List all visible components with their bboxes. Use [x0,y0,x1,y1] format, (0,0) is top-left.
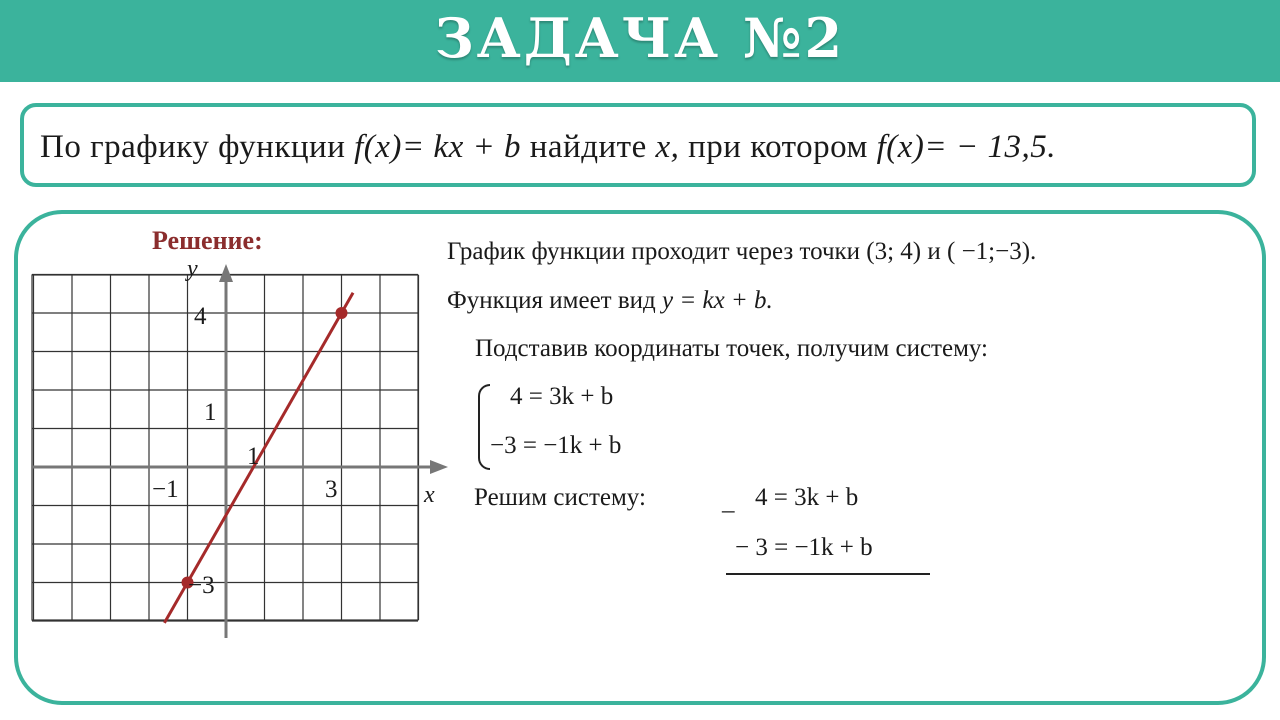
solution-line-3: Подставив координаты точек, получим систему: [475,335,989,362]
graph-point-3-4 [336,307,348,319]
tick-label-xm1: −1 [152,476,179,503]
subtraction-line [726,573,930,575]
solution-line-2 [447,287,773,315]
solution-line-1: График функции проходит через точки (3; 4) и ( −1;−3). [447,238,1037,265]
tick-label-x1: 1 [247,443,260,470]
system-equation-1: 4 = 3k + b [510,383,614,410]
tick-label-y4: 4 [194,303,207,330]
task-suffix: при котором [679,129,877,165]
solve-label: Решим систему: [474,484,646,511]
task-variable: x, [655,129,680,165]
tick-label-ym3: −3 [188,572,215,599]
solution-line-2-formula: y = kx + b. [662,287,773,314]
minus-sign: _ [722,488,735,515]
y-axis-label: y [187,256,198,282]
task-middle: найдите [520,129,656,165]
task-prefix: По графику функции [40,129,355,165]
x-axis-arrow [430,460,448,474]
solution-line-2-prefix: Функция имеет вид [447,287,663,314]
task-function-value: f(x)= − 13,5. [876,129,1056,165]
subtract-row-1: 4 = 3k + b [755,484,859,511]
tick-label-y1: 1 [204,399,217,426]
subtract-row-2: − 3 = −1k + b [735,534,873,561]
tick-label-x3: 3 [325,476,338,503]
system-brace [478,384,490,470]
y-axis-arrow [219,264,233,282]
x-axis-label: x [424,482,435,508]
page-title: ЗАДАЧА №2 [434,6,846,70]
task-function: f(x)= kx + b [354,129,521,165]
solution-title: Решение: [152,226,263,255]
system-equation-2: −3 = −1k + b [490,432,622,459]
